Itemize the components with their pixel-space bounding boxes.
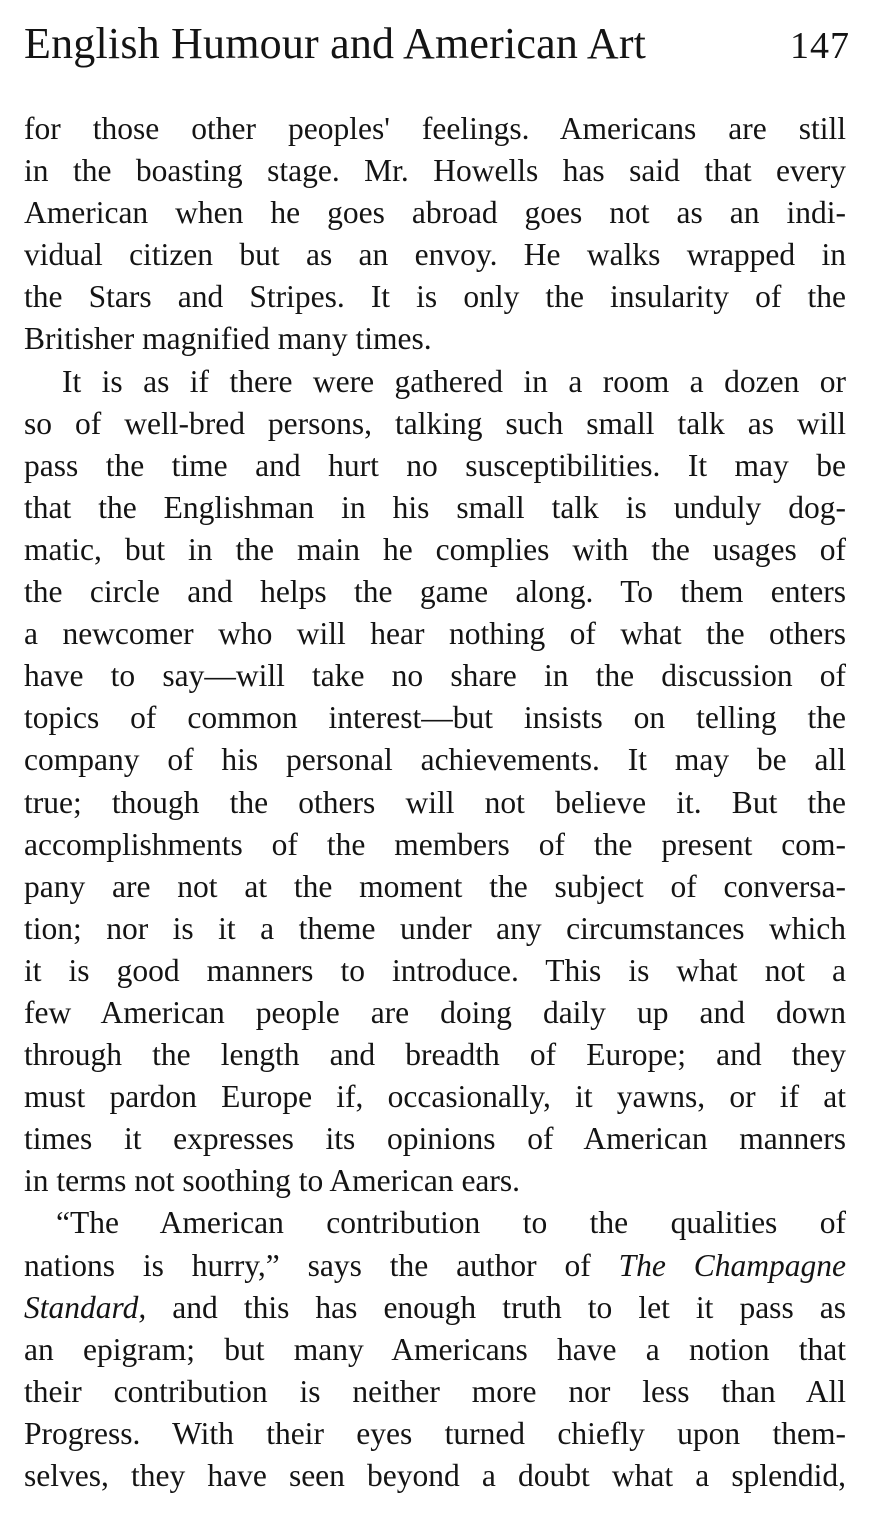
text-line: the circle and helps the game along. To them enters <box>24 574 846 610</box>
text-line: times it expresses its opinions of American manners <box>24 1121 846 1157</box>
text-line: in the boasting stage. Mr. Howells has said that every <box>24 153 846 189</box>
text-line: true; though the others will not believe it. But the <box>24 784 846 820</box>
text-line: “The American contribution to the qualities of <box>56 1205 846 1241</box>
text-line: for those other peoples' feelings. Americans are still <box>24 111 846 146</box>
text-line: an epigram; but many Americans have a notion that <box>24 1331 846 1367</box>
text-line: in terms not soothing to American ears. <box>24 1163 521 1199</box>
text-line: company of his personal achievements. It may be all <box>24 742 846 778</box>
text-line: must pardon Europe if, occasionally, it yawns, or if at <box>24 1079 846 1115</box>
text-line: matic, but in the main he complies with the usages of <box>24 531 846 567</box>
text-line: vidual citizen but as an envoy. He walks wrapped in <box>24 237 846 273</box>
text-line: accomplishments of the members of the present com- <box>24 826 846 862</box>
page-number: 147 <box>790 25 850 67</box>
text-line: a newcomer who will hear nothing of what the others <box>24 616 846 652</box>
body-text <box>24 108 846 1497</box>
italic-title: Standard, <box>24 1289 147 1325</box>
text-line: It is as if there were gathered in a room a dozen or <box>62 363 846 399</box>
running-head <box>24 14 850 74</box>
text-line: through the length and breadth of Europe; and they <box>24 1037 846 1073</box>
text-line: American when he goes abroad goes not as an indi- <box>24 195 846 231</box>
text-line: so of well-bred persons, talking such small talk as will <box>24 405 846 441</box>
text-line: selves, they have seen beyond a doubt what a splendid, <box>24 1458 846 1493</box>
text-line: the Stars and Stripes. It is only the insularity of the <box>24 279 846 315</box>
text-line: have to say—will take no share in the discussion of <box>24 658 846 694</box>
text-line: topics of common interest—but insists on telling the <box>24 700 846 736</box>
running-title: English Humour and American Art <box>24 19 647 68</box>
text-line <box>24 1245 846 1287</box>
text-line <box>24 1287 846 1329</box>
text-line: tion; nor is it a theme under any circumstances which <box>24 910 846 946</box>
text-line: pany are not at the moment the subject of conversa- <box>24 868 846 904</box>
text-line: Progress. With their eyes turned chiefly upon them- <box>24 1415 846 1451</box>
text-segment: nations is hurry,” says the author of <box>24 1247 591 1283</box>
text-segment: and this has enough truth to let it pass as <box>172 1289 846 1325</box>
text-line: that the Englishman in his small talk is unduly dog- <box>24 489 846 525</box>
text-line: Britisher magnified many times. <box>24 321 432 357</box>
italic-title: The Champagne <box>618 1247 846 1283</box>
text-line: pass the time and hurt no susceptibilities. It may be <box>24 447 846 483</box>
text-line: few American people are doing daily up and down <box>24 994 846 1030</box>
text-line: it is good manners to introduce. This is what not a <box>24 952 846 988</box>
text-line: their contribution is neither more nor less than All <box>24 1373 846 1409</box>
